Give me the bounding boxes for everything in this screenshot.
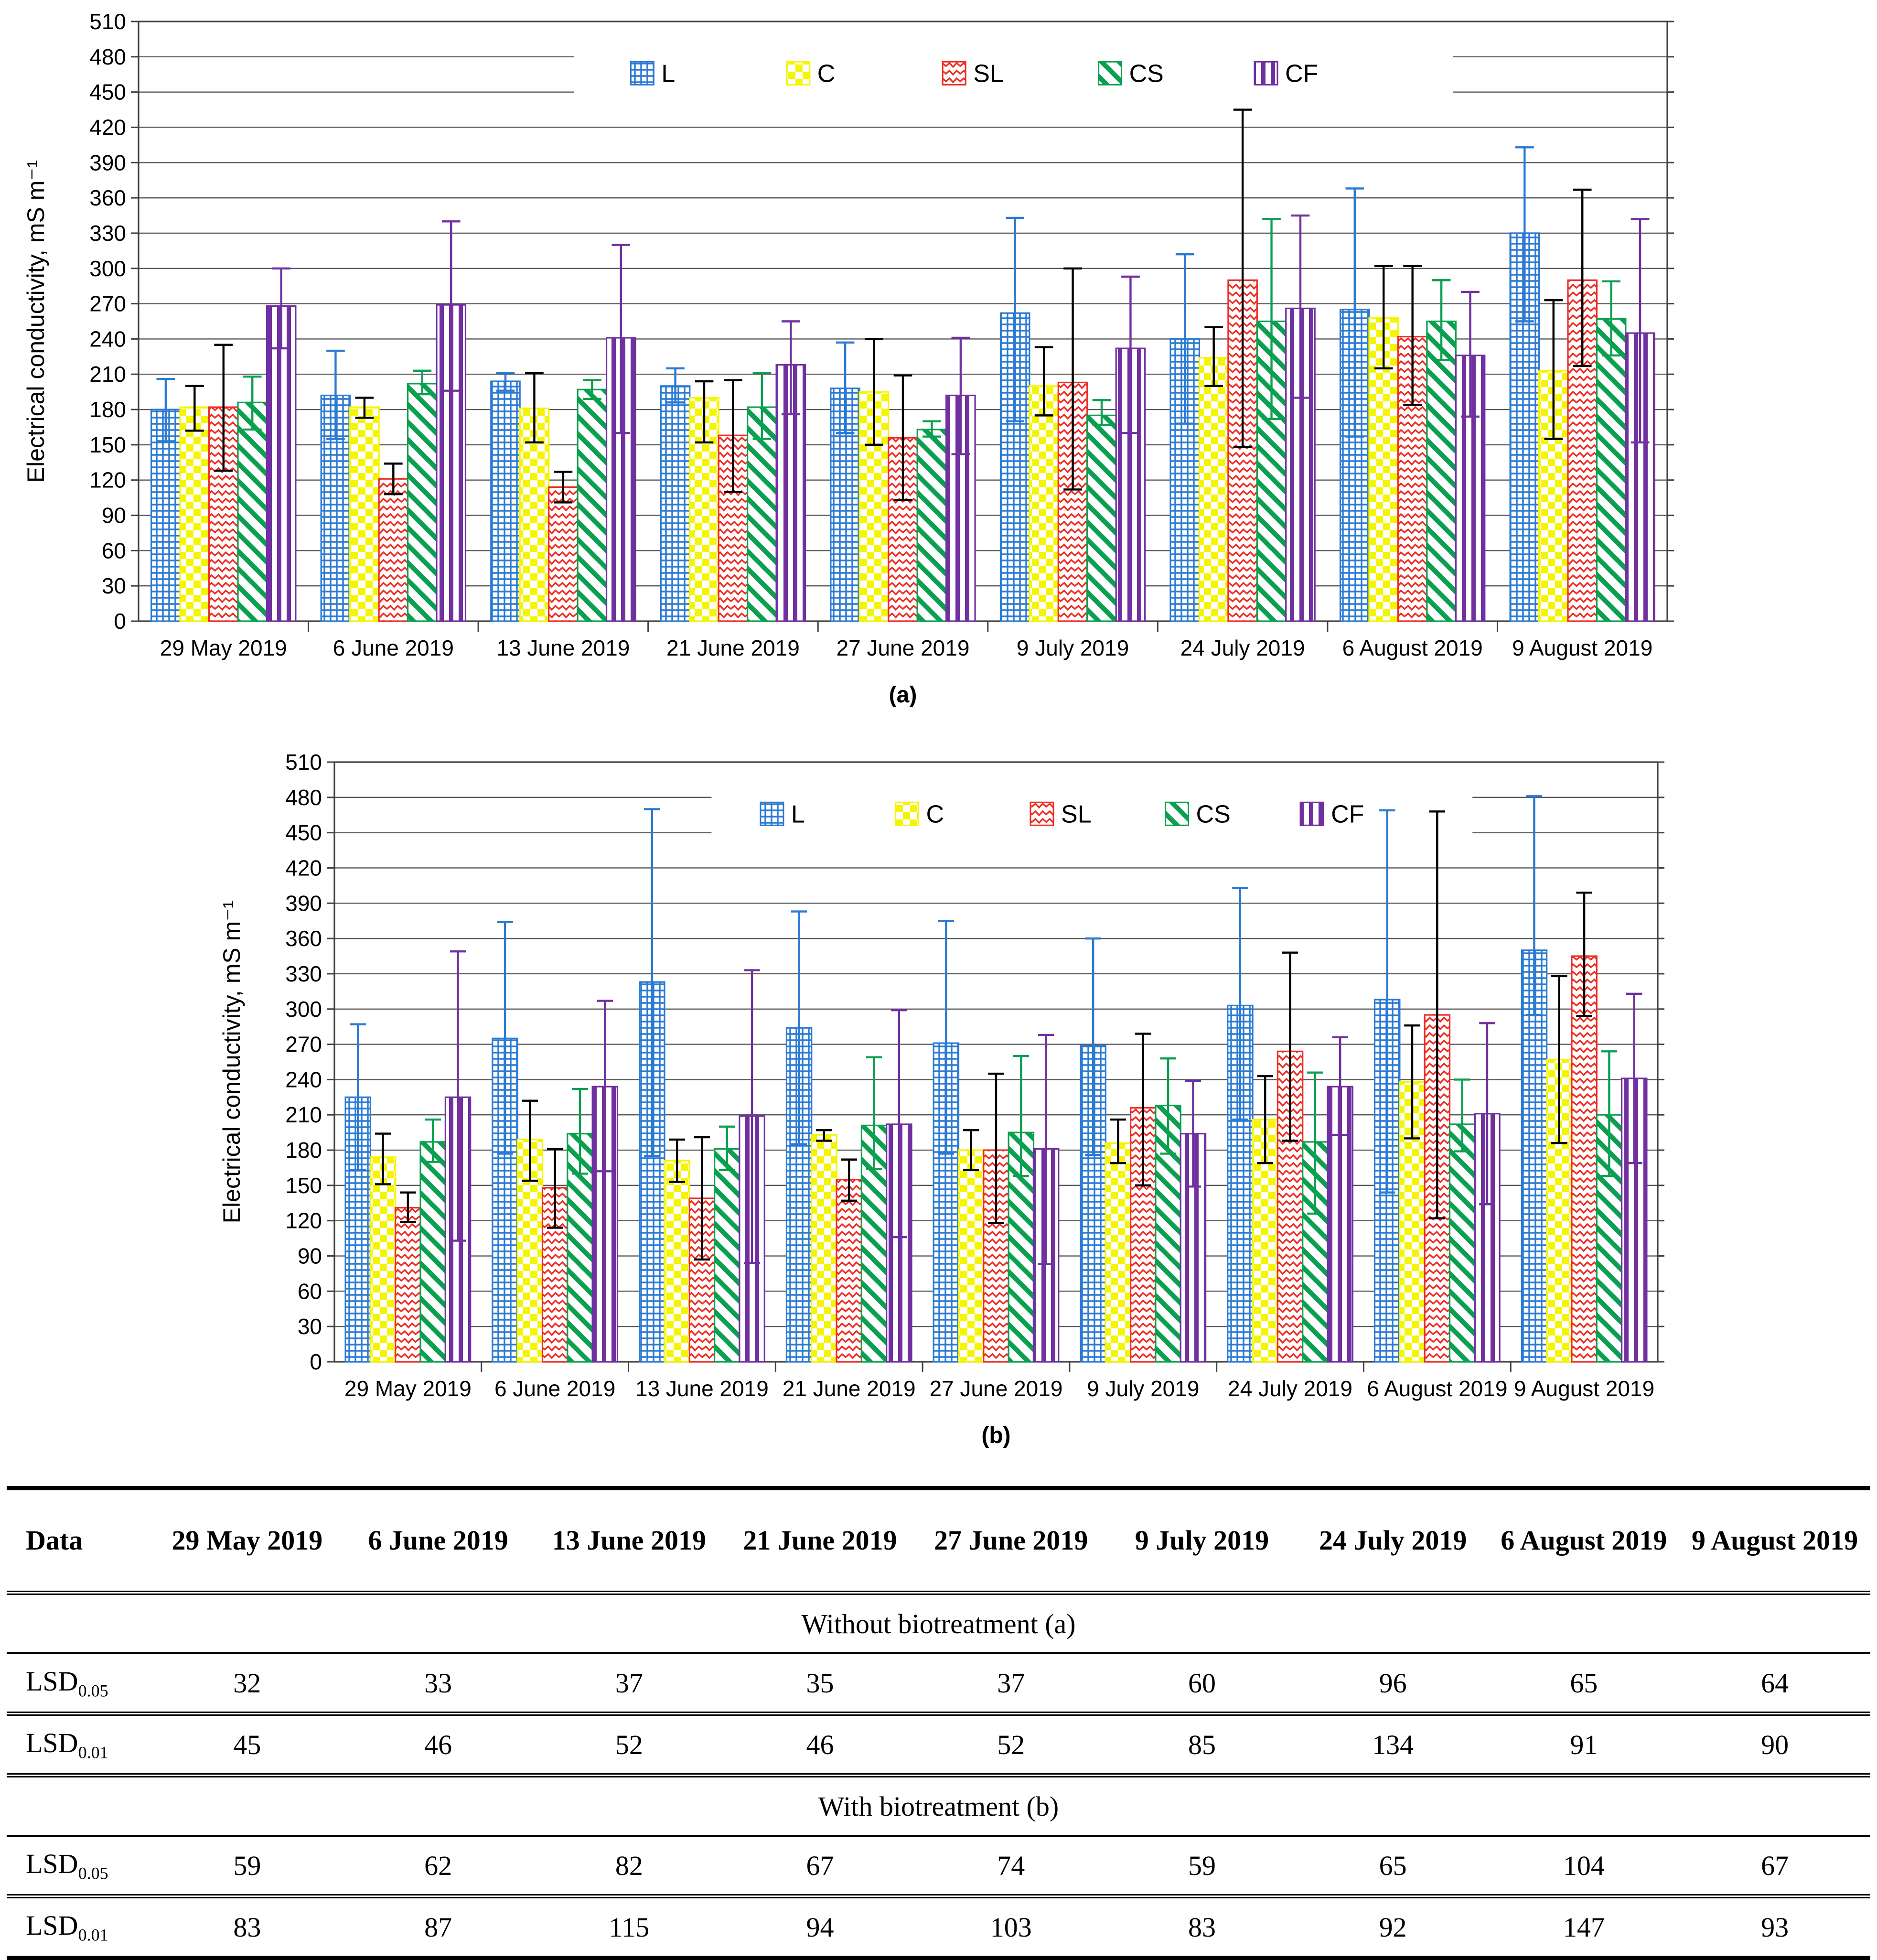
bar-C (370, 1157, 395, 1362)
table-section-row (7, 1593, 1870, 1654)
lsd-value-cell: 64 (1679, 1653, 1870, 1714)
column-header-date: 9 July 2019 (1106, 1490, 1298, 1593)
y-tick-label: 360 (285, 926, 322, 951)
column-header-date: 6 August 2019 (1489, 1490, 1680, 1593)
y-axis-title: Electrical conductivity, mS m⁻¹ (218, 900, 245, 1224)
y-tick-label: 450 (285, 820, 322, 845)
lsd-value-cell: 96 (1298, 1653, 1489, 1714)
lsd-value-cell: 45 (152, 1714, 343, 1776)
bar-C (180, 407, 209, 621)
bar-CS (1427, 322, 1456, 622)
bar-CS (1597, 319, 1625, 621)
lsd-value-cell: 104 (1489, 1836, 1680, 1896)
legend-label-C: C (926, 800, 944, 829)
y-tick-label: 510 (285, 750, 322, 775)
table-row (7, 1836, 1870, 1896)
x-category-label: 21 June 2019 (782, 1376, 916, 1401)
bar-CS (1449, 1124, 1474, 1362)
bar-SL (396, 1208, 420, 1362)
legend-swatch-SL (1030, 802, 1053, 825)
bar-CF (267, 306, 295, 621)
x-category-label: 9 August 2019 (1512, 635, 1653, 660)
lsd-value-cell: 52 (534, 1714, 725, 1776)
lsd-value-cell: 37 (534, 1653, 725, 1714)
table-row (7, 1896, 1870, 1956)
y-tick-label: 420 (285, 855, 322, 881)
column-header-date: 29 May 2019 (152, 1490, 343, 1593)
y-tick-label: 240 (285, 1067, 322, 1092)
x-category-label: 24 July 2019 (1180, 635, 1305, 660)
lsd-value-cell: 90 (1679, 1714, 1870, 1776)
table-section-title: Without biotreatment (a) (7, 1593, 1870, 1654)
legend-background (574, 32, 1453, 112)
y-tick-label: 90 (101, 503, 126, 528)
column-header-date: 27 June 2019 (915, 1490, 1106, 1593)
column-header-data: Data (7, 1490, 152, 1593)
y-tick-label: 420 (89, 115, 126, 140)
legend-swatch-L (761, 802, 783, 825)
lsd-value-cell: 134 (1298, 1714, 1489, 1776)
lsd-value-cell: 67 (725, 1836, 916, 1896)
bar-C (1105, 1143, 1130, 1362)
y-tick-label: 390 (285, 891, 322, 916)
y-tick-label: 510 (89, 9, 126, 34)
y-tick-label: 330 (89, 220, 126, 246)
lsd-value-cell: 74 (915, 1836, 1106, 1896)
table-row (7, 1714, 1870, 1776)
legend-label-SL: SL (973, 60, 1004, 88)
x-category-label: 24 July 2019 (1228, 1376, 1352, 1401)
legend-label-L: L (791, 800, 805, 829)
legend-swatch-CF (1255, 62, 1277, 85)
y-tick-label: 150 (89, 432, 126, 457)
lsd-value-cell: 82 (534, 1836, 725, 1896)
x-category-label: 27 June 2019 (836, 635, 970, 660)
y-tick-label: 180 (285, 1138, 322, 1163)
legend-label-CS: CS (1196, 800, 1231, 829)
x-category-label: 9 July 2019 (1016, 635, 1129, 660)
legend-swatch-C (895, 802, 918, 825)
lsd-value-cell: 37 (915, 1653, 1106, 1714)
bar-CS (420, 1142, 445, 1362)
lsd-row-label: $LSD_{0.01}$ (7, 1714, 152, 1776)
chart-a-container (0, 0, 1877, 717)
bar-SL (379, 479, 408, 621)
lsd-value-cell: 65 (1298, 1836, 1489, 1896)
legend-label-SL: SL (1061, 800, 1092, 829)
lsd-row-label: $LSD_{0.05}$ (7, 1836, 152, 1896)
lsd-value-cell: 92 (1379, 1911, 1407, 1943)
lsd-value-cell: 94 (806, 1911, 834, 1943)
lsd-value-cell: 83 (1188, 1911, 1216, 1943)
legend-swatch-CS (1166, 802, 1189, 825)
bar-SL (549, 487, 578, 621)
y-tick-label: 300 (89, 256, 126, 281)
column-header-date: 6 June 2019 (343, 1490, 534, 1593)
lsd-subscript: 0.05 (78, 1681, 108, 1701)
x-category-label: 9 July 2019 (1087, 1376, 1200, 1401)
y-tick-label: 120 (89, 467, 126, 493)
lsd-table-container (7, 1486, 1870, 1960)
bar-C (1030, 386, 1058, 621)
y-tick-label: 300 (285, 996, 322, 1022)
bar-C (1199, 358, 1228, 621)
lsd-value-cell: 65 (1489, 1653, 1680, 1714)
legend-label-L: L (661, 60, 676, 88)
legend-label-CF: CF (1285, 60, 1319, 88)
lsd-value-cell: 147 (1563, 1911, 1605, 1943)
x-category-label: 6 August 2019 (1342, 635, 1483, 660)
lsd-value-cell: 32 (152, 1653, 343, 1714)
legend-swatch-C (787, 62, 810, 85)
y-tick-label: 90 (297, 1243, 322, 1269)
bar-chart-a (0, 0, 1877, 717)
table-section-row (7, 1776, 1870, 1836)
y-tick-label: 30 (101, 573, 126, 599)
legend-swatch-CS (1099, 62, 1122, 85)
y-tick-label: 240 (89, 326, 126, 352)
y-tick-label: 120 (285, 1208, 322, 1233)
bar-CS (578, 389, 606, 621)
lsd-value-cell: 52 (915, 1714, 1106, 1776)
x-category-label: 13 June 2019 (496, 635, 630, 660)
table-row (7, 1653, 1870, 1714)
column-header-date: 24 July 2019 (1298, 1490, 1489, 1593)
lsd-value-cell: 85 (1106, 1714, 1298, 1776)
lsd-value-cell: 103 (990, 1911, 1032, 1943)
y-tick-label: 390 (89, 150, 126, 175)
bar-L (491, 381, 520, 621)
x-category-label: 29 May 2019 (344, 1376, 472, 1401)
lsd-value-cell: 46 (725, 1714, 916, 1776)
legend-swatch-L (631, 62, 654, 85)
y-tick-label: 30 (297, 1314, 322, 1339)
lsd-subscript: 0.05 (78, 1863, 108, 1883)
legend-label-CS: CS (1129, 60, 1164, 88)
bar-SL (837, 1180, 861, 1362)
y-tick-label: 210 (89, 362, 126, 387)
column-header-date: 21 June 2019 (725, 1490, 916, 1593)
lsd-value-cell: 59 (1106, 1836, 1298, 1896)
lsd-value-cell: 67 (1679, 1836, 1870, 1896)
bar-CS (1087, 415, 1116, 621)
y-tick-label: 480 (89, 44, 126, 69)
y-tick-label: 180 (89, 397, 126, 422)
y-tick-label: 150 (285, 1173, 322, 1198)
bar-C (350, 407, 379, 621)
bar-CS (917, 430, 946, 621)
chart-b-container (0, 741, 1877, 1457)
y-axis-title: Electrical conductivity, mS m⁻¹ (22, 160, 49, 483)
x-category-label: 6 June 2019 (494, 1376, 616, 1401)
y-tick-label: 210 (285, 1102, 322, 1128)
x-category-label: 9 August 2019 (1514, 1376, 1655, 1401)
lsd-row-label: $LSD_{0.01}$ (26, 1909, 108, 1945)
bar-L (661, 386, 689, 621)
chart-caption: (b) (981, 1423, 1011, 1448)
y-tick-label: 330 (285, 961, 322, 986)
y-tick-label: 0 (310, 1349, 322, 1374)
lsd-value-cell: 46 (343, 1714, 534, 1776)
x-category-label: 6 August 2019 (1367, 1376, 1508, 1401)
bar-CS (408, 384, 437, 621)
y-tick-label: 270 (89, 291, 126, 316)
lsd-value-cell: 33 (343, 1653, 534, 1714)
y-tick-label: 360 (89, 185, 126, 211)
y-tick-label: 450 (89, 79, 126, 105)
x-category-label: 29 May 2019 (160, 635, 287, 660)
lsd-value-cell: 91 (1489, 1714, 1680, 1776)
x-category-label: 6 June 2019 (332, 635, 454, 660)
lsd-value-cell: 93 (1761, 1911, 1789, 1943)
legend-label-CF: CF (1331, 800, 1364, 829)
legend-swatch-CF (1300, 802, 1323, 825)
bar-C (812, 1135, 837, 1362)
legend-label-C: C (817, 60, 836, 88)
lsd-value-cell: 35 (725, 1653, 916, 1714)
chart-caption: (a) (889, 682, 917, 708)
lsd-subscript: 0.01 (78, 1743, 108, 1762)
bar-CS (715, 1149, 740, 1362)
y-tick-label: 0 (114, 609, 126, 634)
lsd-value-cell: 62 (343, 1836, 534, 1896)
column-header-date: 9 August 2019 (1679, 1490, 1870, 1593)
bar-C (959, 1150, 984, 1362)
lsd-table (7, 1490, 1870, 1956)
lsd-value-cell: 115 (609, 1911, 650, 1943)
bar-C (665, 1161, 689, 1362)
lsd-value-cell: 59 (152, 1836, 343, 1896)
legend-swatch-SL (943, 62, 965, 85)
table-header-row (7, 1490, 1870, 1593)
lsd-value-cell: 87 (424, 1911, 452, 1943)
y-tick-label: 60 (101, 538, 126, 563)
x-category-label: 13 June 2019 (635, 1376, 769, 1401)
table-section-title: With biotreatment (b) (7, 1776, 1870, 1836)
lsd-row-label: $LSD_{0.05}$ (7, 1653, 152, 1714)
y-tick-label: 480 (285, 785, 322, 810)
x-category-label: 27 June 2019 (929, 1376, 1063, 1401)
column-header-date: 13 June 2019 (534, 1490, 725, 1593)
lsd-value-cell: 60 (1106, 1653, 1298, 1714)
y-tick-label: 60 (297, 1279, 322, 1304)
lsd-value-cell: 83 (233, 1911, 261, 1943)
lsd-subscript: 0.01 (78, 1925, 108, 1945)
x-category-label: 21 June 2019 (666, 635, 800, 660)
y-tick-label: 270 (285, 1032, 322, 1057)
bar-CS (238, 402, 267, 621)
bar-chart-b (0, 741, 1877, 1457)
